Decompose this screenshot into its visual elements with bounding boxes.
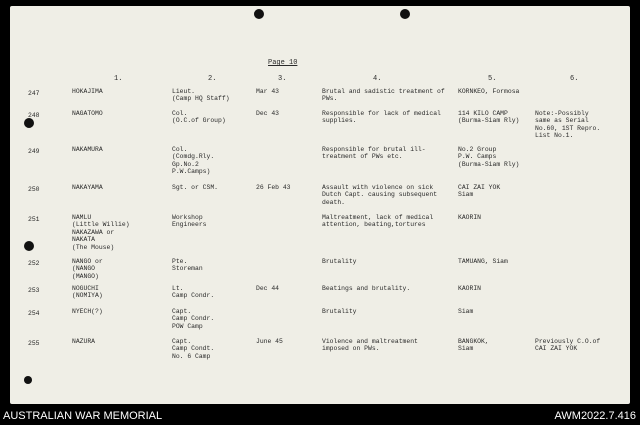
column-number: 3. [278, 75, 287, 83]
cell-date: 26 Feb 43 [256, 184, 291, 191]
cell-rank: Lt. Camp Condr. [172, 285, 215, 300]
cell-no: 254 [28, 310, 40, 317]
cell-date: Dec 44 [256, 285, 280, 292]
column-number: 1. [114, 75, 123, 83]
column-number: 2. [208, 75, 217, 83]
cell-offence: Brutality [322, 308, 357, 315]
cell-place: BANGKOK, Siam [458, 338, 489, 353]
cell-place: KORNKEO, Formosa [458, 88, 520, 95]
footer-source: AUSTRALIAN WAR MEMORIAL [3, 410, 163, 422]
cell-rank: Pte. Storeman [172, 258, 203, 273]
page-title: Page 10 [268, 59, 298, 67]
cell-offence: Assault with violence on sick Dutch Capt. causing subsequent death. [322, 184, 438, 206]
punch-hole [254, 9, 264, 19]
cell-name: NAMLU (Little Willie) NAKAZAWA or NAKATA (The Mouse) [72, 214, 130, 251]
punch-hole [24, 376, 32, 384]
cell-date: Mar 43 [256, 88, 280, 95]
cell-no: 253 [28, 287, 40, 294]
cell-date: June 45 [256, 338, 283, 345]
cell-rank: Capt. Camp Condt. No. 6 Camp [172, 338, 215, 360]
cell-place: KAORIN [458, 285, 482, 292]
cell-rank: Lieut. (Camp HQ Staff) [172, 88, 230, 103]
cell-rank: Capt. Camp Condr. POW Camp [172, 308, 215, 330]
cell-no: 255 [28, 340, 40, 347]
cell-place: 114 KILO CAMP (Burma-Siam Rly) [458, 110, 520, 125]
cell-name: NANGO or (NANGO (MANGO) [72, 258, 103, 280]
cell-rank: Workshop Engineers [172, 214, 207, 229]
cell-name: NAKAYAMA [72, 184, 103, 191]
cell-offence: Brutal and sadistic treatment of PWs. [322, 88, 445, 103]
cell-offence: Brutality [322, 258, 357, 265]
cell-place: KAORIN [458, 214, 482, 221]
cell-rank: Col. (O.C.of Group) [172, 110, 226, 125]
cell-no: 252 [28, 260, 40, 267]
cell-offence: Responsible for lack of medical supplies. [322, 110, 441, 125]
column-number: 4. [373, 75, 382, 83]
cell-offence: Beatings and brutality. [322, 285, 411, 292]
cell-offence: Violence and maltreatment imposed on PWs. [322, 338, 418, 353]
cell-rank: Sgt. or CSM. [172, 184, 219, 191]
cell-no: 247 [28, 90, 40, 97]
cell-place: Siam [458, 308, 474, 315]
cell-no: 249 [28, 148, 40, 155]
cell-place: No.2 Group P.W. Camps (Burma-Siam Rly) [458, 146, 520, 168]
cell-no: 248 [28, 112, 40, 119]
cell-name: NOGUCHI (NOMIYA) [72, 285, 103, 300]
document-page [10, 6, 630, 404]
footer-id: AWM2022.7.416 [554, 410, 636, 422]
cell-name: HOKAJIMA [72, 88, 103, 95]
cell-date: Dec 43 [256, 110, 280, 117]
cell-no: 250 [28, 186, 40, 193]
column-number: 5. [488, 75, 497, 83]
cell-name: NAZURA [72, 338, 96, 345]
punch-hole [24, 241, 34, 251]
cell-name: NAGATOMO [72, 110, 103, 117]
punch-hole [24, 118, 34, 128]
cell-place: CAI ZAI YOK Siam [458, 184, 501, 199]
cell-remarks: Note:-Possibly same as Serial No.60, 1ST Repro. List No.1. [535, 110, 601, 140]
cell-rank: Col. (Comdg.Rly. Gp.No.2 P.W.Camps) [172, 146, 215, 176]
cell-no: 251 [28, 216, 40, 223]
cell-remarks: Previously C.O.of CAI ZAI YOK [535, 338, 601, 353]
cell-offence: Maltreatment, lack of medical attention, beating,tortures [322, 214, 434, 229]
cell-name: NYECH(?) [72, 308, 103, 315]
cell-place: TAMUANG, Siam [458, 258, 508, 265]
punch-hole [400, 9, 410, 19]
cell-name: NAKAMURA [72, 146, 103, 153]
cell-offence: Responsible for brutal ill- treatment of PWs etc. [322, 146, 426, 161]
column-number: 6. [570, 75, 579, 83]
